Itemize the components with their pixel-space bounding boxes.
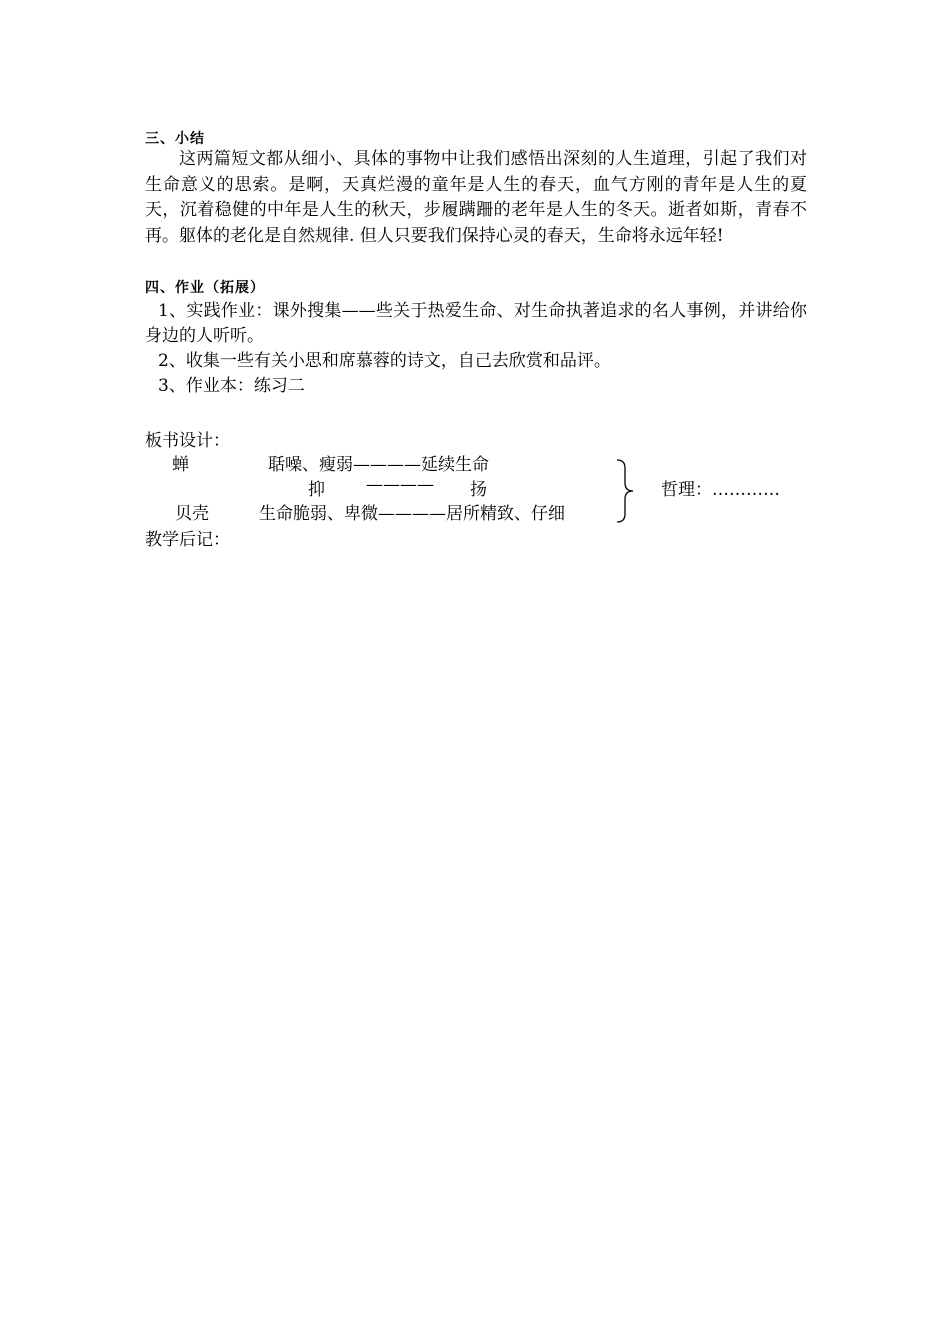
board-row2-dash: ———— [366, 475, 434, 495]
board-row1-subject: 蝉 [172, 455, 189, 475]
summary-paragraph: 这两篇短文都从细小、具体的事物中让我们感悟出深刻的人生道理，引起了我们对生命意义的思索。是啊，天真烂漫的童年是人生的春天，血气方刚的青年是人生的夏天，沉着稳健的中年是人生的秋天，步履蹒跚的老年是人生的冬天。逝者如斯，青春不再。躯体的老化是自然规律. 但人只要我们保持心灵的春天，生命将永远年轻! [145, 149, 807, 246]
summary-heading: 三、小结 [145, 131, 205, 147]
board-design-label: 板书设计： [145, 431, 230, 451]
homework-item-1: 1、实践作业：课外搜集——些关于热爱生命、对生命执著追求的名人事例，并讲给你身边的人听听。 [145, 301, 807, 346]
board-row2-right: 扬 [470, 480, 487, 500]
right-brace-icon [614, 458, 636, 524]
board-conclusion: 哲理：………… [661, 480, 780, 500]
homework-item-3: 3、作业本：练习二 [158, 376, 305, 396]
board-row2-left: 抑 [308, 480, 325, 500]
homework-heading: 四、作业（拓展） [145, 280, 265, 296]
board-row1-text: 聒噪、瘦弱————延续生命 [268, 455, 489, 475]
postscript-label: 教学后记： [145, 530, 230, 550]
homework-item-2: 2、收集一些有关小思和席慕蓉的诗文，自己去欣赏和品评。 [158, 351, 611, 371]
board-row3-subject: 贝壳 [175, 504, 209, 524]
board-row3-text: 生命脆弱、卑微————居所精致、仔细 [259, 504, 565, 524]
